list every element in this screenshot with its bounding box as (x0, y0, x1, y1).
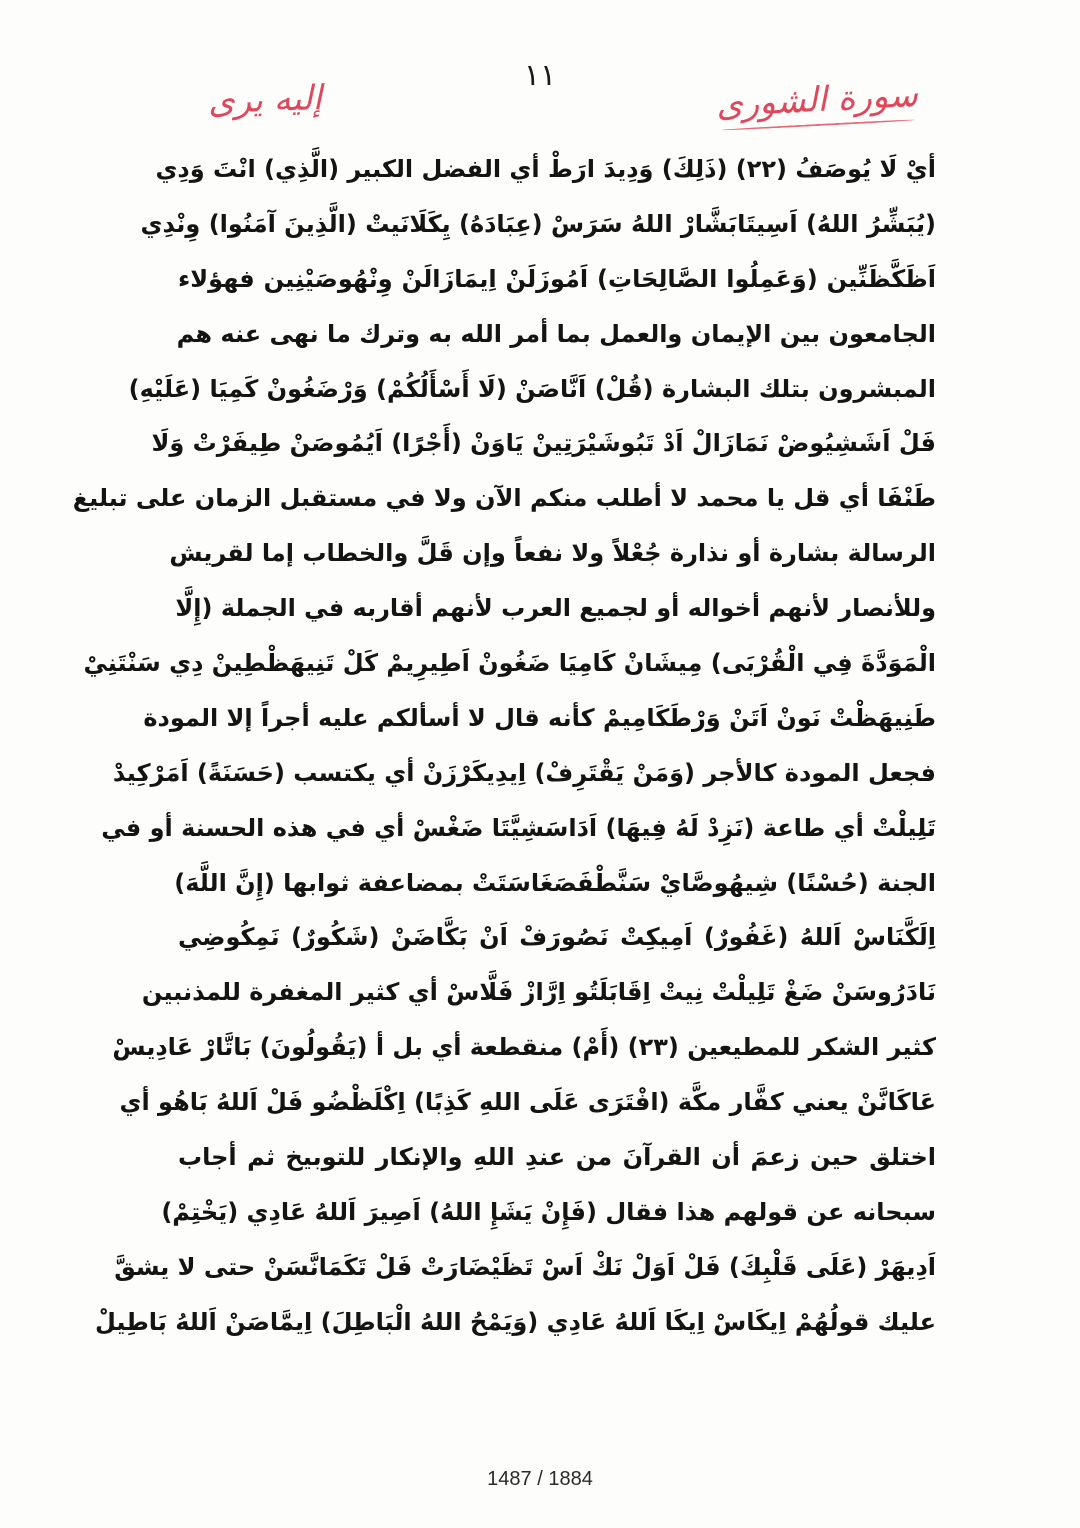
handwritten-surah-title: سورة الشورى (715, 74, 919, 126)
handwritten-note-left: إليه يرى (207, 78, 323, 122)
text-line: الرسالة بشارة أو نذارة جُعْلاً ولا نفعاً وإن قَلَّ والخطاب إما لقريش (169, 539, 936, 568)
text-line: اَدِيهَرْ (عَلَى قَلْبِكَ) فَلْ اَوَلْ نَكْ اَسْ تَظَيْضَارَتْ فَلْ تَكَمَانَّسَنْ حتى لا يشقَّ (114, 1252, 936, 1281)
text-line: الْمَوَدَّةَ فِي الْقُرْبَى) مِيشَانْ كَامِيَا ضَغُونْ اَطِيرِيمْ كَلْ تَنِيهَظْطِينْ دِي سَنْتَنِيْ (83, 649, 936, 678)
text-line: وللأنصار لأنهم أخواله أو لجميع العرب لأنهم أقاربه في الجملة (إِلَّا (175, 594, 936, 623)
text-line: عليك قولُهُمْ اِيكَاسْ اِيكَا اَللهُ عَادِي (وَيَمْحُ اللهُ الْبَاطِلَ) اِيمَّاصَنْ اَللهُ بَاطِيلْ (94, 1307, 936, 1336)
text-line: الجنة (حُسْنًا) شِيهُوصَّايْ سَنَّطْفَصَغَاسَتَتْ بمضاعفة ثوابها (إِنَّ اللَّهَ) (174, 868, 936, 897)
text-line: اَظَكَّظَنِّين (وَعَمِلُوا الصَّالِحَاتِ) اَمُوزَلَنْ اِيمَازَالَنْ وِنْهُوصَيْنِين فهؤلاء (178, 264, 936, 293)
text-line: نَادَرُوسَنْ ضَغْ تَلِيلْتْ نِيتْ اِقَابَلَتُو اِرَّازْ فَلَّاسْ أي كثير المغفرة للمذنبين (141, 978, 936, 1007)
text-line: سبحانه عن قولهم هذا فقال (فَإِنْ يَشَإِ اللهُ) اَصِيرَ اَللهُ عَادِي (يَخْتِمْ) (161, 1197, 936, 1226)
text-line: أيْ لَا يُوصَفُ (٢٢) (ذَلِكَ) وَدِيدَ ارَطْ أي الفضل الكبير (الَّذِي) انْتَ وَدِي (155, 155, 936, 183)
text-line: عَاكَانَّنْ يعني كفَّار مكَّة (افْتَرَى عَلَى اللهِ كَذِبًا) اِكْلَظْضُو فَلْ اَللهُ بَاهُو أي (119, 1088, 936, 1117)
text-body (72, 142, 936, 1350)
text-line: طَنِيهَظْتْ نَونْ اَتَنْ وَرْطَكَامِيمْ كأنه قال لا أسألكم عليه أجراً إلا المودة (143, 703, 936, 732)
page-number: ١١ (523, 58, 557, 93)
text-line: الجامعون بين الإيمان والعمل بما أمر الله به وترك ما نهى عنه هم (176, 319, 936, 348)
page-counter: 1487 / 1884 (487, 1468, 593, 1490)
text-line: كثير الشكر للمطيعين (٢٣) (أَمْ) منقطعة أي بل أ (يَقُولُونَ) بَاتَّارْ عَادِيسْ (112, 1033, 936, 1062)
text-line: طَنْفَا أي قل يا محمد لا أطلب منكم الآن ولا في مستقبل الزمان على تبليغ (72, 484, 936, 513)
text-line: اِلَكَّنَاسْ اَللهُ (غَفُورٌ) اَمِيكِتْ نَصُورَفْ اَنْ بَكَّاضَنْ (شَكُورٌ) نَمِكُوضِي (178, 923, 936, 952)
text-line: (يُبَشِّرُ اللهُ) اَسِيتَابَشَّارْ اللهُ سَرَسْ (عِبَادَهُ) يِكَلَانَيتْ (الَّذِينَ آمَنُوا) وِنْدِي (140, 209, 936, 238)
text-line: تَلِيلْتْ أي طاعة (نَزِدْ لَهُ فِيهَا) اَدَاسَشِيَّتَا ضَغْسْ أي في هذه الحسنة أو في (101, 813, 936, 842)
text-line: اختلق حين زعمَ أن القرآنَ من عندِ اللهِ والإنكار للتوبيخ ثم أجاب (178, 1143, 936, 1172)
text-line: فجعل المودة كالأجر (وَمَنْ يَقْتَرِفْ) اِيدِيكَرْزَنْ أي يكتسب (حَسَنَةً) اَمَرْكِيدْ (112, 758, 936, 787)
text-line: فَلْ اَشَشِيُوضْ نَمَازَالْ اَدْ تَبُوشَيْرَتِينْ يَاوَنْ (أَجْرًا) اَيُمُوصَنْ طِيفَرْتْ وَلَا (151, 429, 936, 458)
text-line: المبشرون بتلك البشارة (قُلْ) اَنَّاصَنْ (لَا أَسْأَلُكُمْ) وَرْضَغُونْ كَمِيَا (عَلَيْهِ) (128, 374, 936, 403)
